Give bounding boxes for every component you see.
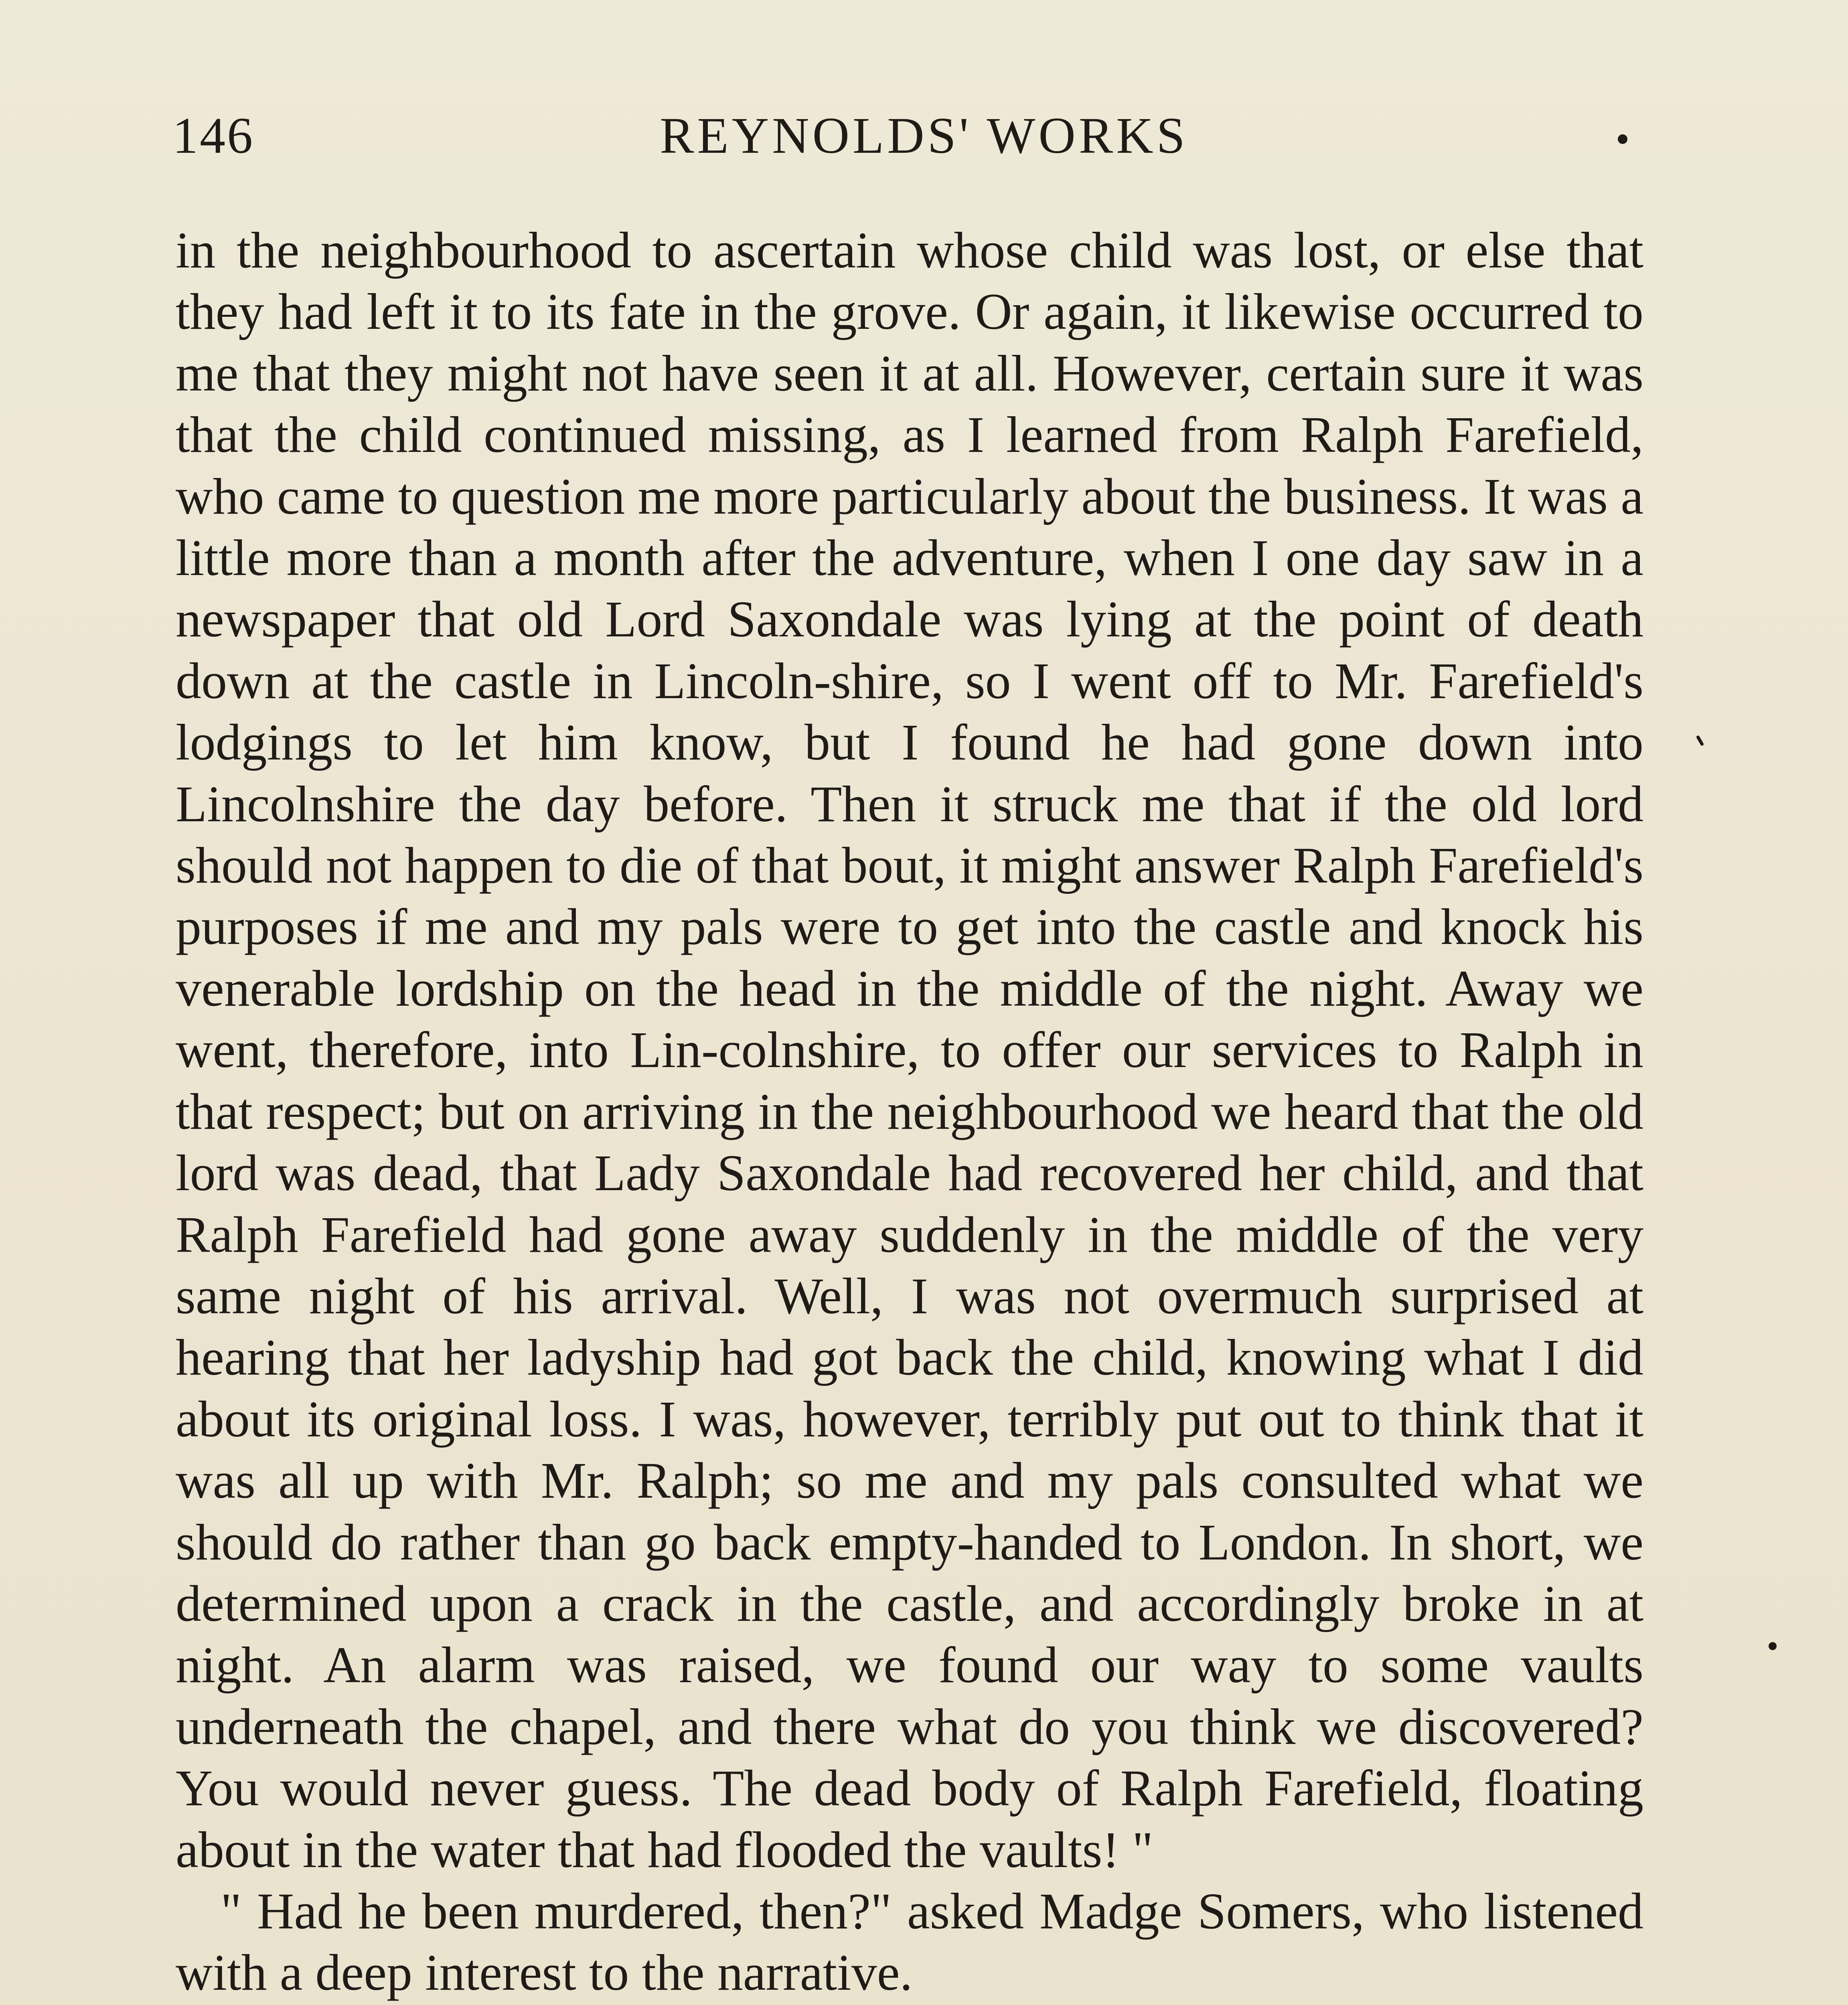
paragraph-2: " Had he been murdered, then?" asked Madge Somers, who listened with a deep interest to the narrative. [176, 1882, 1643, 2001]
ink-speck [1769, 1642, 1777, 1650]
ink-speck [1696, 735, 1704, 746]
page-number: 146 [172, 107, 254, 164]
body-text [176, 220, 1643, 2005]
page-header [172, 106, 1676, 170]
running-head: REYNOLDS' WORKS [660, 107, 1188, 164]
header-dot-mark [1618, 134, 1627, 144]
paragraph-1: in the neighbourhood to ascertain whose child was lost, or else that they had left it to its fate in the grove. Or again, it likewise occurred to me that they might not have seen it at all. However, certain sure it was that the child continued missing, as I learned from Ralph Farefield, who came to question me more particularly about the business. It was a little more than a month after the adventure, when I one day saw in a newspaper that old Lord Saxondale was lying at the point of death down at the castle in Lincoln-shire, so I went off to Mr. Farefield's lodgings to let him know, but I found he had gone down into Lincolnshire the day before. Then it struck me that if the old lord should not happen to die of that bout, it might answer Ralph Farefield's purposes if me and my pals were to get into the castle and knock his venerable lordship on the head in the middle of the night. Away we went, therefore, into Lin-colnshire, to offer our services to Ralph in that respect; but on arriving in the neighbourhood we heard that the old lord was dead, that Lady Saxondale had recovered her child, and that Ralph Farefield had gone away suddenly in the middle of the very same night of his arrival. Well, I was not overmuch surprised at hearing that her ladyship had got back the child, knowing what I did about its original loss. I was, however, terribly put out to think that it was all up with Mr. Ralph; so me and my pals consulted what we should do rather than go back empty-handed to London. In short, we determined upon a crack in the castle, and accordingly broke in at night. An alarm was raised, we found our way to some vaults underneath the chapel, and there what do you think we discovered? You would never guess. The dead body of Ralph Farefield, floating about in the water that had flooded the vaults! " [176, 222, 1643, 1878]
